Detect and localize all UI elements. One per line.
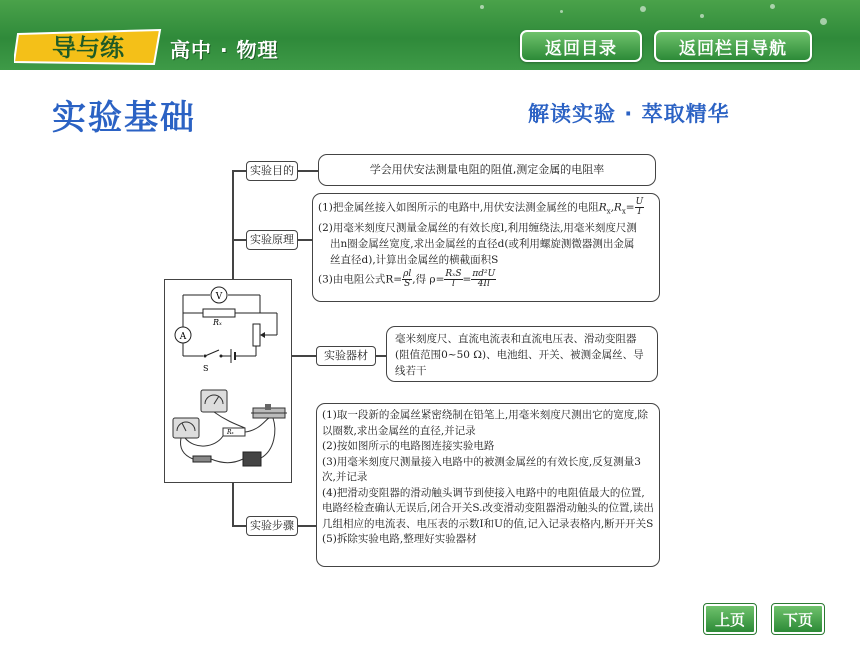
resistor-icon [203, 309, 235, 317]
fraction-rho-l-over-s: $\frac{\rho l}{S}$ [403, 268, 412, 289]
page-title: 实验基础 [52, 98, 196, 138]
back-to-toc-label: 返回目录 [545, 38, 617, 59]
fraction-resistivity: $\frac{\text{πd²U}}{4Il}$ [472, 268, 496, 289]
step-item: (1)取一段新的金属丝紧密绕制在铅笔上,用毫米刻度尺测出它的宽度,除以圈数,求出金属丝的直径,并记录 [322, 409, 649, 437]
step-item: (5)拆除实验电路,整理好实验器材 [322, 533, 477, 545]
svg-text:Rₓ: Rₓ [213, 318, 222, 327]
svg-text:V: V [215, 292, 223, 302]
next-page-button[interactable] [772, 604, 824, 634]
principle-label: 实验原理 [246, 230, 298, 250]
circuit-figure [164, 279, 292, 483]
svg-text:S: S [203, 364, 209, 373]
steps-box [316, 403, 660, 567]
header-sparkle [480, 5, 484, 9]
back-to-nav-label: 返回栏目导航 [679, 38, 787, 59]
purpose-label: 实验目的 [246, 161, 298, 181]
switch-icon [205, 350, 219, 356]
principle-line-1: (1)把金属丝接入如图所示的电路中,用伏安法测金属丝的电阻$R_x,R_x=$ $\frac{U}{I}$ [318, 197, 644, 217]
equipment-box [386, 326, 658, 382]
connector [232, 239, 246, 241]
equipment-text: 毫米刻度尺、直流电流表和直流电压表、滑动变阻器(阻值范围0~50 Ω)、电池组、开关、被测金属丝、导线若干 [395, 333, 644, 377]
header-sparkle [770, 4, 775, 9]
back-to-nav-button[interactable] [654, 30, 812, 62]
connector [296, 239, 312, 241]
connector [292, 355, 316, 357]
step-item: (3)用毫米刻度尺测量接入电路中的被测金属丝的有效长度,反复测量3次,并记录 [322, 455, 641, 483]
principle-line-4: 丝直径d),计算出金属丝的横截面积S [330, 253, 499, 266]
header-sparkle [700, 14, 704, 18]
subject-label: 高中 · 物理 [170, 38, 279, 62]
principle-box [312, 193, 660, 302]
page-subtitle: 解读实验 · 萃取精华 [528, 102, 730, 126]
fraction-rxs-over-l: $\frac{\text{RₓS}}{l}$ [445, 268, 462, 289]
header-sparkle [640, 6, 646, 12]
equipment-label: 实验器材 [316, 346, 376, 366]
purpose-text: 学会用伏安法测量电阻的阻值,测定金属的电阻率 [369, 163, 605, 176]
step-item: (2)按如图所示的电路图连接实验电路 [322, 440, 495, 452]
logo-text: 导与练 [52, 34, 124, 62]
fraction-u-over-i: $\frac{U}{I}$ [635, 197, 644, 217]
principle-line-3: 出n圈金属丝宽度,求出金属丝的直径d(或利用螺旋测微器测出金属 [330, 237, 635, 250]
principle-line-2: (2)用毫米刻度尺测量金属丝的有效长度l,利用缠绕法,用毫米刻度尺测 [318, 221, 637, 234]
connector [232, 525, 246, 527]
steps-label: 实验步骤 [246, 516, 298, 536]
svg-text:A: A [179, 332, 187, 342]
header-sparkle [820, 18, 827, 25]
step-item: (4)把滑动变阻器的滑动触头调节到使接入电路中的电阻值最大的位置,电路经检查确认无误后,闭合开关S.改变滑动变阻器滑动触头的位置,读出几组相应的电流表、电压表的示数I和U的值,记入记录表格内,断开开关S [322, 486, 654, 530]
back-to-toc-button[interactable] [520, 30, 642, 62]
connector [376, 355, 386, 357]
connector [296, 525, 316, 527]
principle-line-5: (3)由电阻公式R= $\frac{\rho l}{S}$ ,得 ρ= $\frac{\text{RₓS}}{l}$ = $\frac{\text{πd²U}}{4Il}$ [318, 268, 496, 289]
circuit-diagram [165, 280, 290, 481]
purpose-box [318, 154, 656, 186]
connector [296, 170, 318, 172]
apparatus-illustration [173, 390, 287, 466]
rheostat-icon [253, 324, 260, 346]
prev-page-label: 上页 [714, 610, 745, 629]
svg-text:Rₓ: Rₓ [227, 429, 234, 436]
prev-page-button[interactable] [704, 604, 756, 634]
brand-logo [14, 28, 164, 66]
next-page-label: 下页 [782, 610, 813, 629]
header-bar [0, 0, 860, 70]
connector [232, 170, 246, 172]
header-sparkle [560, 10, 563, 13]
